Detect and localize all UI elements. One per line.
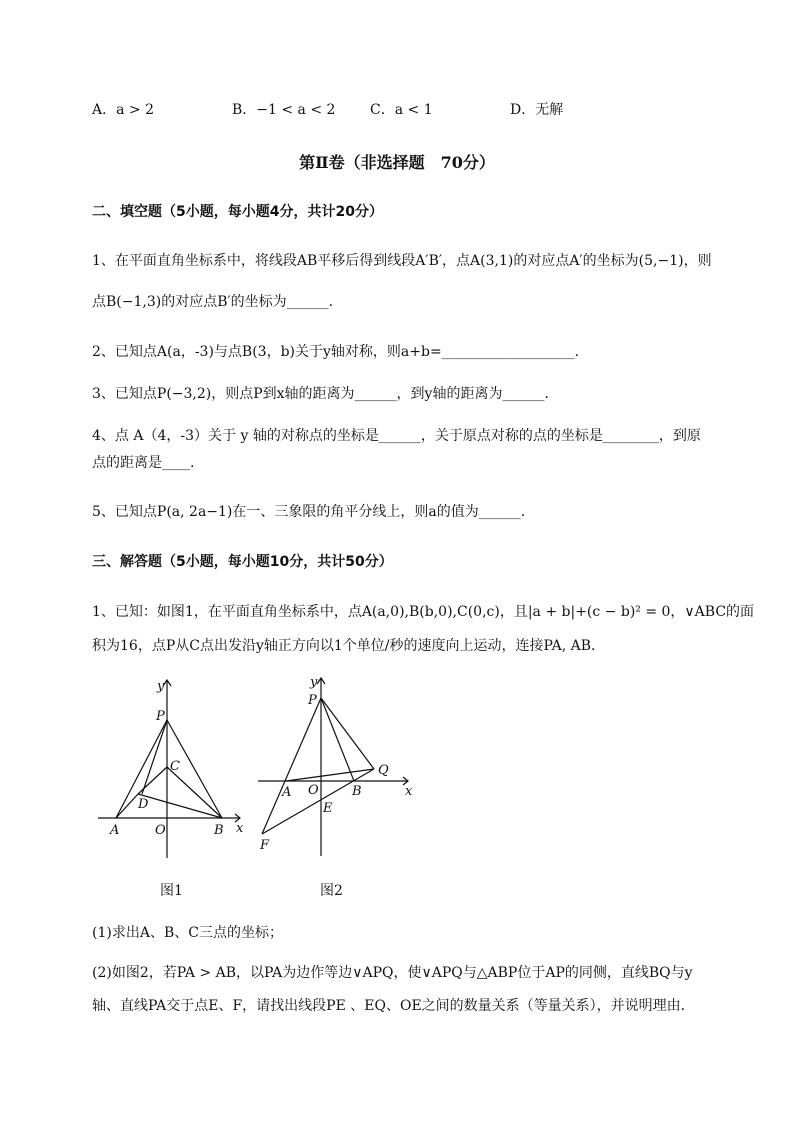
fig1-label-A: A [110,823,120,838]
fig2-segment-AQ [286,769,374,781]
s2-q4-line1: 4、点 A（4，-3）关于 y 轴的对称点的坐标是______，关于原点对称的点的坐标是________，到原 [92,428,701,444]
s2-q4-line2: 点的距离是____. [92,455,195,471]
fig1-segment-PD [142,720,167,794]
s3-q1-line2: 积为16，点P从C点出发沿y轴正方向以1个单位/秒的速度向上运动，连接PA, AB． [92,638,606,654]
fig2-label-P: P [308,693,317,708]
s3-q1-part2-line1: (2)如图2，若PA > AB，以PA为边作等边∨APQ，使∨APQ与△ABP位于AP的同侧，直线BQ与y [92,965,693,981]
s3-q1-part2-line2: 轴、直线PA交于点E、F，请找出线段PE 、EQ、OE之间的数量关系（等量关系），并说明理由． [92,998,695,1014]
figure-1 [90,670,260,865]
fig2-label-Q: Q [378,763,389,778]
figure-2-caption: 图2 [320,883,343,899]
fig1-label-P: P [156,709,165,724]
fig2-label-O: O [308,783,319,798]
section2-heading: 二、填空题（5小题，每小题4分，共计20分） [92,204,383,220]
fig1-label-B: B [214,823,224,838]
fig1-label-O: O [155,823,166,838]
fig2-segment-QF [262,769,374,834]
choice-a: A．a > 2 [92,102,154,118]
fig2-label-x: x [405,784,413,799]
s2-q3: 3、已知点P(−3,2)，则点P到x轴的距离为______，到y轴的距离为______. [92,386,549,402]
figure-1-caption: 图1 [160,883,183,899]
s2-q1-line1: 1、在平面直角坐标系中，将线段AB平移后得到线段A′B′，点A(3,1)的对应点A′的坐标为(5,−1)，则 [92,253,712,269]
s2-q1-line2: 点B(−1,3)的对应点B′的坐标为______. [92,294,334,310]
fig2-segment-PF [262,698,321,834]
fig2-label-A: A [282,785,292,800]
fig1-label-D: D [138,797,149,812]
fig1-label-x: x [236,821,244,836]
fig1-segment-CD [138,767,167,794]
fig2-label-y: y [310,675,318,690]
part2-title: 第Ⅱ卷（非选择题 70分） [299,153,495,172]
s3-q1-part1: (1)求出A、B、C三点的坐标； [92,925,283,941]
fig2-label-E: E [323,801,333,816]
fig1-label-y: y [157,679,165,694]
fig2-label-F: F [260,838,270,853]
figure-2 [250,668,425,860]
s2-q5: 5、已知点P(a, 2a−1)在一、三象限的角平分线上，则a的值为______. [92,504,526,520]
s3-q1-line1: 1、已知：如图1，在平面直角坐标系中，点A(a,0),B(b,0),C(0,c)，且|a + b|+(c − b)² = 0，∨ABC的面 [92,604,755,620]
choice-b: B．−1 < a < 2 [232,102,336,118]
choice-c: C．a < 1 [370,102,433,118]
s2-q2: 2、已知点A(a，-3)与点B(3，b)关于y轴对称，则a+b=___________________. [92,344,580,360]
section3-heading: 三、解答题（5小题，每小题10分，共计50分） [92,554,393,570]
fig2-label-B: B [352,784,362,799]
choice-d: D．无解 [510,102,564,118]
fig1-label-C: C [170,759,180,774]
fig2-segment-PQ [321,698,374,769]
fig2-segment-PB [321,698,354,781]
